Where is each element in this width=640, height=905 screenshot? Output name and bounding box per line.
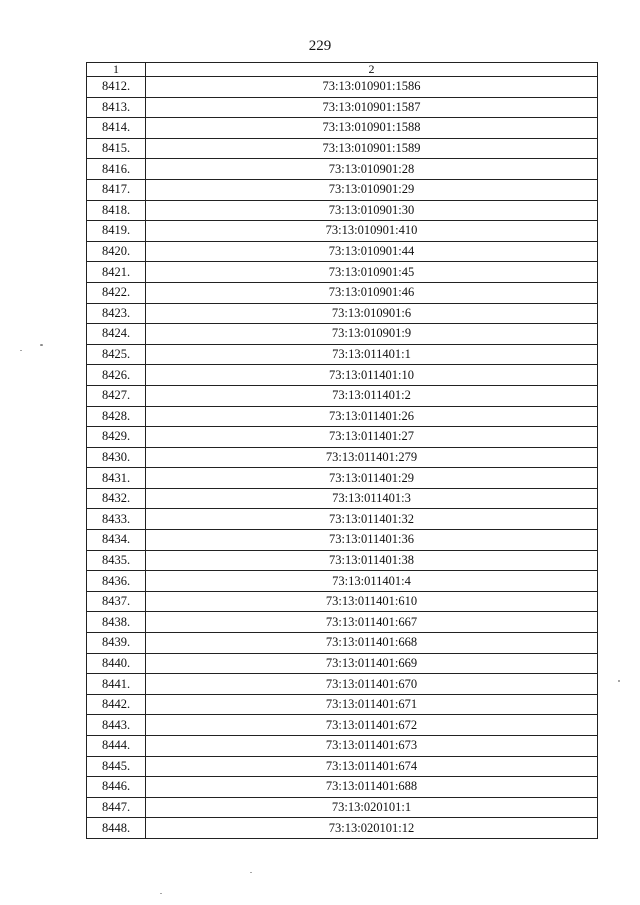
- row-number-cell: 8446.: [87, 777, 146, 798]
- cadastral-id-cell: 73:13:011401:671: [146, 694, 598, 715]
- row-number-cell: 8448.: [87, 818, 146, 839]
- table-header-row: [87, 63, 598, 77]
- row-number-cell: 8435.: [87, 550, 146, 571]
- table-row: [87, 344, 598, 365]
- cadastral-id-cell: 73:13:011401:688: [146, 777, 598, 798]
- page-number: 229: [308, 38, 332, 54]
- row-number-cell: 8444.: [87, 736, 146, 757]
- cadastral-id-cell: 73:13:010901:46: [146, 282, 598, 303]
- table-row: [87, 591, 598, 612]
- row-number-cell: 8441.: [87, 674, 146, 695]
- scan-speck: [160, 893, 162, 894]
- row-number-cell: 8425.: [87, 344, 146, 365]
- cadastral-id-cell: 73:13:011401:27: [146, 427, 598, 448]
- cadastral-id-cell: 73:13:010901:28: [146, 159, 598, 180]
- table-row: [87, 612, 598, 633]
- cadastral-id-cell: 73:13:010901:1587: [146, 97, 598, 118]
- cadastral-id-cell: 73:13:020101:1: [146, 797, 598, 818]
- row-number-cell: 8436.: [87, 571, 146, 592]
- table-row: [87, 282, 598, 303]
- scan-speck: [40, 344, 43, 346]
- row-number-cell: 8428.: [87, 406, 146, 427]
- row-number-cell: 8412.: [87, 77, 146, 98]
- cadastral-id-cell: 73:13:010901:1586: [146, 77, 598, 98]
- table-row: [87, 694, 598, 715]
- row-number-cell: 8432.: [87, 488, 146, 509]
- row-number-cell: 8413.: [87, 97, 146, 118]
- table-row: [87, 488, 598, 509]
- table-row: [87, 715, 598, 736]
- table-row: [87, 200, 598, 221]
- row-number-cell: 8429.: [87, 427, 146, 448]
- table-row: [87, 571, 598, 592]
- cadastral-id-cell: 73:13:010901:410: [146, 221, 598, 242]
- cadastral-id-cell: 73:13:011401:670: [146, 674, 598, 695]
- table-row: [87, 797, 598, 818]
- table-row: [87, 221, 598, 242]
- cadastral-id-cell: 73:13:011401:667: [146, 612, 598, 633]
- cadastral-id-cell: 73:13:020101:12: [146, 818, 598, 839]
- table-row: [87, 262, 598, 283]
- cadastral-id-cell: 73:13:010901:44: [146, 241, 598, 262]
- table-row: [87, 633, 598, 654]
- column-header-number: 1: [87, 63, 146, 77]
- row-number-cell: 8437.: [87, 591, 146, 612]
- row-number-cell: 8438.: [87, 612, 146, 633]
- cadastral-id-cell: 73:13:010901:45: [146, 262, 598, 283]
- table-row: [87, 138, 598, 159]
- cadastral-id-cell: 73:13:011401:38: [146, 550, 598, 571]
- scan-speck: [618, 680, 620, 682]
- table-row: [87, 118, 598, 139]
- table-row: [87, 324, 598, 345]
- table-row: [87, 159, 598, 180]
- table-row: [87, 365, 598, 386]
- table-row: [87, 77, 598, 98]
- cadastral-id-cell: 73:13:011401:29: [146, 468, 598, 489]
- cadastral-id-cell: 73:13:011401:610: [146, 591, 598, 612]
- table-row: [87, 756, 598, 777]
- table-row: [87, 653, 598, 674]
- cadastral-id-cell: 73:13:011401:668: [146, 633, 598, 654]
- row-number-cell: 8440.: [87, 653, 146, 674]
- row-number-cell: 8418.: [87, 200, 146, 221]
- row-number-cell: 8421.: [87, 262, 146, 283]
- table-row: [87, 303, 598, 324]
- row-number-cell: 8447.: [87, 797, 146, 818]
- table-row: [87, 427, 598, 448]
- row-number-cell: 8426.: [87, 365, 146, 386]
- table-row: [87, 736, 598, 757]
- cadastral-id-cell: 73:13:011401:36: [146, 530, 598, 551]
- table-row: [87, 179, 598, 200]
- cadastral-id-cell: 73:13:011401:4: [146, 571, 598, 592]
- cadastral-id-cell: 73:13:010901:29: [146, 179, 598, 200]
- cadastral-id-cell: 73:13:011401:10: [146, 365, 598, 386]
- column-header-cadastral-id: 2: [146, 63, 598, 77]
- row-number-cell: 8427.: [87, 385, 146, 406]
- row-number-cell: 8415.: [87, 138, 146, 159]
- row-number-cell: 8443.: [87, 715, 146, 736]
- cadastral-id-cell: 73:13:011401:674: [146, 756, 598, 777]
- row-number-cell: 8423.: [87, 303, 146, 324]
- row-number-cell: 8442.: [87, 694, 146, 715]
- row-number-cell: 8414.: [87, 118, 146, 139]
- cadastral-id-cell: 73:13:010901:6: [146, 303, 598, 324]
- cadastral-id-cell: 73:13:011401:32: [146, 509, 598, 530]
- table-row: [87, 468, 598, 489]
- row-number-cell: 8420.: [87, 241, 146, 262]
- cadastral-id-cell: 73:13:011401:279: [146, 447, 598, 468]
- scan-speck: [20, 350, 22, 351]
- cadastral-id-cell: 73:13:010901:9: [146, 324, 598, 345]
- table-row: [87, 530, 598, 551]
- row-number-cell: 8445.: [87, 756, 146, 777]
- cadastral-table: [86, 62, 598, 839]
- row-number-cell: 8419.: [87, 221, 146, 242]
- row-number-cell: 8417.: [87, 179, 146, 200]
- cadastral-id-cell: 73:13:011401:672: [146, 715, 598, 736]
- table-row: [87, 406, 598, 427]
- row-number-cell: 8422.: [87, 282, 146, 303]
- row-number-cell: 8434.: [87, 530, 146, 551]
- cadastral-id-cell: 73:13:011401:26: [146, 406, 598, 427]
- cadastral-id-cell: 73:13:011401:673: [146, 736, 598, 757]
- cadastral-id-cell: 73:13:010901:1589: [146, 138, 598, 159]
- row-number-cell: 8431.: [87, 468, 146, 489]
- cadastral-id-cell: 73:13:010901:30: [146, 200, 598, 221]
- table-row: [87, 674, 598, 695]
- row-number-cell: 8424.: [87, 324, 146, 345]
- table-row: [87, 550, 598, 571]
- scan-speck: [250, 872, 252, 873]
- cadastral-id-cell: 73:13:011401:3: [146, 488, 598, 509]
- table-row: [87, 777, 598, 798]
- table-row: [87, 97, 598, 118]
- cadastral-id-cell: 73:13:011401:669: [146, 653, 598, 674]
- table-row: [87, 818, 598, 839]
- row-number-cell: 8430.: [87, 447, 146, 468]
- table-row: [87, 241, 598, 262]
- table-row: [87, 509, 598, 530]
- cadastral-id-cell: 73:13:011401:2: [146, 385, 598, 406]
- cadastral-id-cell: 73:13:010901:1588: [146, 118, 598, 139]
- row-number-cell: 8416.: [87, 159, 146, 180]
- row-number-cell: 8439.: [87, 633, 146, 654]
- table-body: [87, 77, 598, 839]
- row-number-cell: 8433.: [87, 509, 146, 530]
- table-row: [87, 385, 598, 406]
- cadastral-id-cell: 73:13:011401:1: [146, 344, 598, 365]
- table-row: [87, 447, 598, 468]
